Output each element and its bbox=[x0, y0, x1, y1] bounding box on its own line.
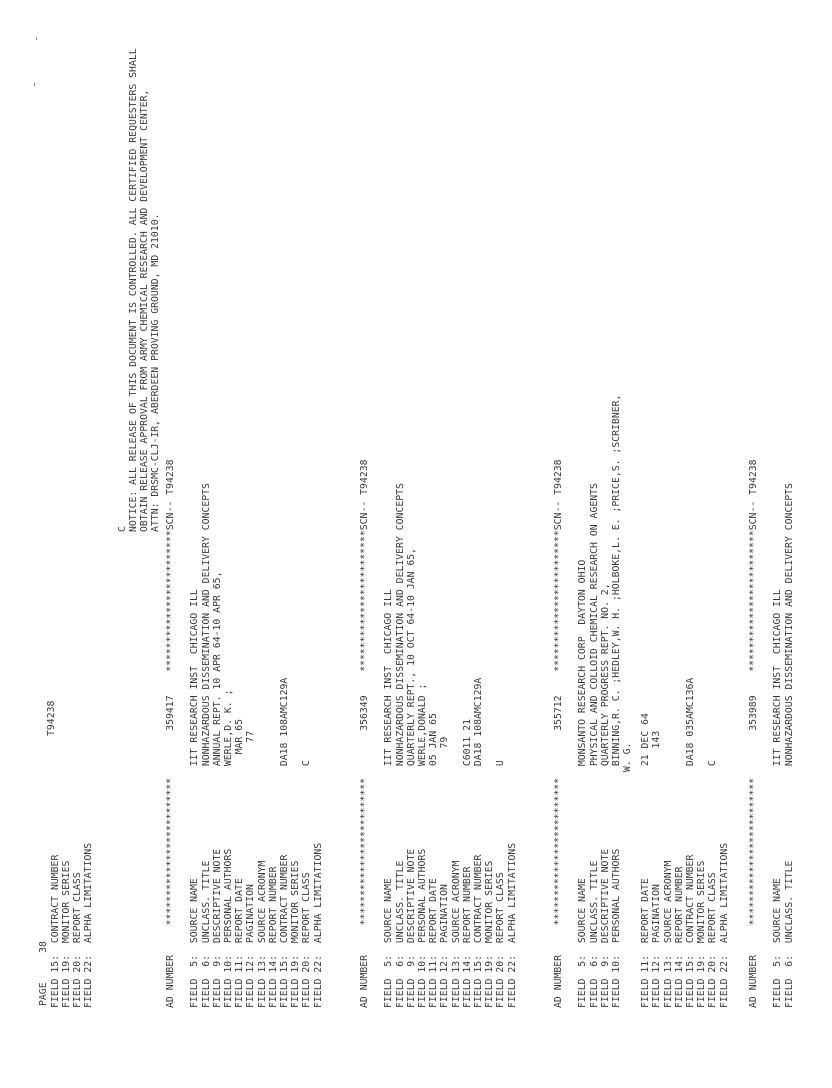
page-number-line: PAGE 38 bbox=[38, 941, 49, 1006]
field-row: FIELD 9: DESCRIPTIVE NOTE ANNUAL REPT. 10 APR 64-10 APR 65, bbox=[211, 571, 223, 1008]
field-row: FIELD 5: SOURCE NAME IIT RESEARCH INST CHICAGO ILL bbox=[189, 589, 201, 1008]
header-field-line: FIELD 22: ALPHA LIMITATIONS bbox=[83, 842, 94, 1008]
field-row: FIELD 5: SOURCE NAME IIT RESEARCH INST CHICAGO ILL bbox=[383, 589, 395, 1008]
field-row: FIELD 22: ALPHA LIMITATIONS bbox=[312, 842, 324, 1008]
document-id: T94238 bbox=[46, 700, 57, 736]
field-row: FIELD 10: PERSONAL AUTHORS BINNING,R. C. ;HEDLEY,W. H. ;HOLBOKE,L. E. ;PRICE,S. ;SCRIBNER, bbox=[611, 394, 622, 1008]
field-row: FIELD 11: REPORT DATE 21 DEC 64 bbox=[640, 713, 652, 1008]
field-row: FIELD 5: SOURCE NAME MONSANTO RESEARCH CORP DAYTON OHIO bbox=[577, 559, 589, 1008]
ad-number-line: AD NUMBER ************************* 359417 ************************SCN-- T94238 bbox=[165, 459, 176, 1008]
field-row: FIELD 13: SOURCE ACRONYM bbox=[256, 860, 268, 1008]
header-value-line: NOTICE: ALL RELEASE OF THIS DOCUMENT IS CONTROLLED. ALL CERTIFIED REQUESTERS SHALL bbox=[128, 48, 139, 532]
field-row: FIELD 9: DESCRIPTIVE NOTE QUARTERLY PROGRESS REPT. NO. 2, bbox=[599, 583, 611, 1008]
field-row: FIELD 10: PERSONAL AUTHORS WERLE,DONALD ; bbox=[417, 683, 428, 1008]
field-row: FIELD 20: REPORT CLASS U bbox=[495, 760, 507, 1008]
field-row: FIELD 6: UNCLASS. TITLE NONHAZARDOUS DISSEMINATION AND DELIVERY CONCEPTS bbox=[394, 483, 406, 1008]
field-row: FIELD 6: UNCLASS. TITLE NONHAZARDOUS DISSEMINATION AND DELIVERY CONCEPTS bbox=[200, 483, 212, 1008]
field-row: FIELD 20: REPORT CLASS C bbox=[301, 760, 313, 1008]
ad-number-line: AD NUMBER ************************* 353989 ************************SCN-- T94238 bbox=[748, 459, 759, 1008]
header-value-line: C bbox=[117, 526, 128, 532]
header-value-line: OBTAIN RELEASE APPROVAL FROM ARMY CHEMICAL RESEARCH AND DEVELOPMENT CENTER, bbox=[139, 89, 150, 532]
field-row: FIELD 20: REPORT CLASS C bbox=[707, 760, 719, 1008]
header-field-line: FIELD 19: MONITOR SERIES bbox=[61, 860, 72, 1008]
header-field-line: FIELD 20: REPORT CLASS bbox=[72, 872, 83, 1008]
field-row: FIELD 11: REPORT DATE MAR 65 bbox=[234, 718, 246, 1008]
field-row: FIELD 11: REPORT DATE 05 JAN 65 bbox=[428, 713, 440, 1008]
field-row: W. G. bbox=[622, 742, 634, 1008]
field-row: FIELD 15: CONTRACT NUMBER DA18 108AMC129A bbox=[473, 677, 484, 1008]
field-row: FIELD 12: PAGINATION 77 bbox=[245, 730, 257, 1008]
ad-number-line: AD NUMBER ************************* 355712 ************************SCN-- T94238 bbox=[553, 459, 564, 1008]
field-row: FIELD 15: CONTRACT NUMBER DA18 108AMC129A bbox=[279, 677, 290, 1008]
header-value-line: ATTN: DRSMC-CLJ-IR, ABERDEEN PROVING GROUND, MD 21010. bbox=[150, 213, 161, 532]
field-row: FIELD 19: MONITOR SERIES bbox=[484, 860, 496, 1008]
ad-number-line: AD NUMBER ************************* 356349 ************************SCN-- T94238 bbox=[359, 459, 370, 1008]
field-row: FIELD 19: MONITOR SERIES bbox=[696, 860, 708, 1008]
field-row: FIELD 9: DESCRIPTIVE NOTE QUARTERLY REPT., 10 OCT 64-10 JAN 65, bbox=[405, 547, 417, 1008]
field-row: FIELD 6: UNCLASS. TITLE NONHAZARDOUS DISSEMINATION AND DELIVERY CONCEPTS bbox=[783, 483, 795, 1008]
field-row: FIELD 14: REPORT NUMBER bbox=[673, 866, 685, 1008]
field-row: FIELD 22: ALPHA LIMITATIONS bbox=[718, 842, 730, 1008]
field-row: FIELD 14: REPORT NUMBER C6011 21 bbox=[461, 718, 473, 1008]
field-row: FIELD 10: PERSONAL AUTHORS WERLE,D. K. ; bbox=[223, 689, 234, 1008]
field-row: FIELD 6: UNCLASS. TITLE PHYSICAL AND COLLOID CHEMICAL RESEARCH ON AGENTS bbox=[588, 483, 600, 1008]
field-row: FIELD 12: PAGINATION 79 bbox=[439, 736, 451, 1008]
field-row: FIELD 19: MONITOR SERIES bbox=[290, 860, 302, 1008]
field-row: FIELD 14: REPORT NUMBER bbox=[267, 866, 279, 1008]
field-row: FIELD 5: SOURCE NAME IIT RESEARCH INST CHICAGO ILL bbox=[772, 589, 784, 1008]
field-row: FIELD 13: SOURCE ACRONYM bbox=[450, 860, 462, 1008]
field-row: FIELD 12: PAGINATION 143 bbox=[651, 730, 663, 1008]
header-field-line: FIELD 15: CONTRACT NUMBER bbox=[50, 854, 61, 1008]
field-row: FIELD 13: SOURCE ACRONYM bbox=[662, 860, 674, 1008]
field-row: FIELD 22: ALPHA LIMITATIONS bbox=[506, 842, 518, 1008]
field-row: FIELD 15: CONTRACT NUMBER DA18 035AMC136A bbox=[684, 677, 696, 1008]
